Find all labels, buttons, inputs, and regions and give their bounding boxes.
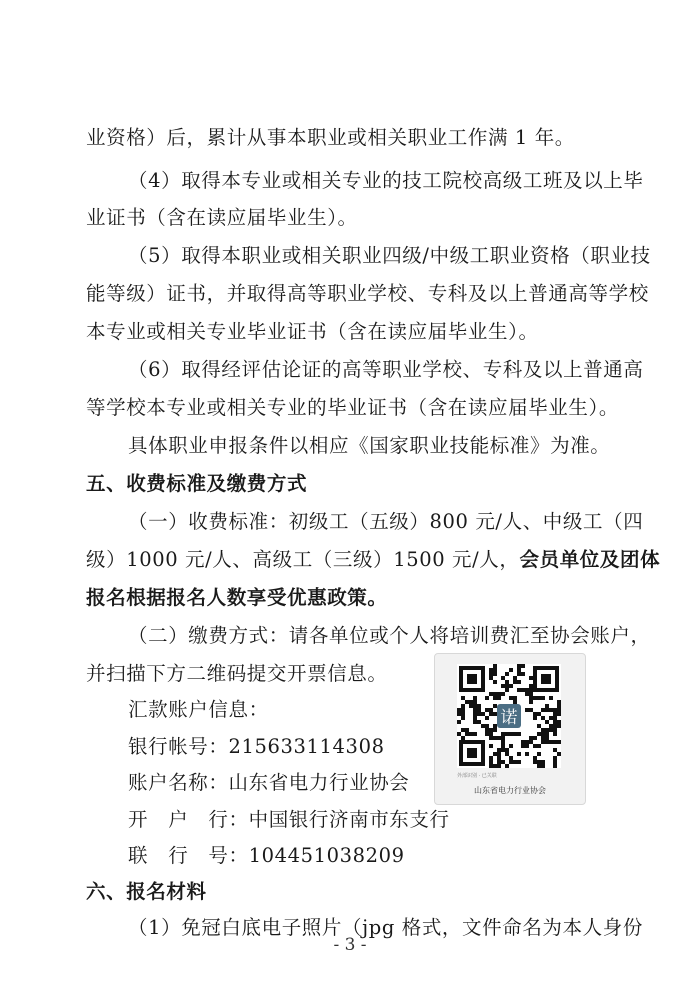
qr-module (465, 700, 469, 704)
text-bold: 会员单位及团体 (519, 548, 661, 571)
qr-module (533, 716, 537, 720)
qr-module (505, 764, 509, 768)
qr-module (501, 684, 505, 688)
qr-module (529, 692, 533, 696)
qr-module (457, 732, 461, 736)
qr-module (501, 732, 505, 736)
qr-module (549, 740, 553, 744)
bank-code: 联 行 号：104451038209 (128, 844, 405, 867)
qr-module (489, 692, 493, 696)
qr-module (493, 752, 497, 756)
qr-module (545, 720, 549, 724)
qr-module (513, 680, 517, 684)
qr-module (541, 696, 545, 700)
text-line: （5）取得本职业或相关职业四级/中级工职业资格（职业技 (128, 244, 651, 267)
qr-module (461, 704, 465, 708)
qr-module (517, 668, 521, 672)
bank-branch: 开 户 行：中国银行济南市东支行 (128, 808, 450, 831)
qr-module (497, 764, 501, 768)
qr-module (505, 672, 509, 676)
qr-module (473, 716, 477, 720)
qr-module (529, 696, 533, 700)
qr-module (545, 740, 549, 744)
qr-code-icon[interactable] (457, 664, 561, 768)
text-normal: 级）1000 元/人、高级工（三级）1500 元/人， (86, 548, 520, 571)
qr-module (537, 732, 541, 736)
qr-module (501, 676, 505, 680)
qr-module (541, 736, 545, 740)
qr-module (489, 728, 493, 732)
qr-module (477, 708, 481, 712)
qr-module (549, 728, 553, 732)
qr-module (509, 760, 513, 764)
qr-module (509, 668, 513, 672)
qr-module (493, 696, 497, 700)
text-line: 具体职业申报条件以相应《国家职业技能标准》为准。 (128, 434, 611, 457)
qr-module (525, 692, 529, 696)
qr-module (505, 688, 509, 692)
qr-module (493, 724, 497, 728)
qr-module (505, 680, 509, 684)
qr-module (557, 708, 561, 712)
qr-module (549, 696, 553, 700)
qr-module (461, 708, 465, 712)
page-number: - 3 - (333, 935, 367, 955)
qr-module (493, 764, 497, 768)
qr-module (525, 688, 529, 692)
qr-module (529, 736, 533, 740)
qr-module (525, 752, 529, 756)
qr-module (517, 760, 521, 764)
qr-module (549, 716, 553, 720)
text-line: （1）免冠白底电子照片（jpg 格式，文件命名为本人身份 (128, 916, 643, 939)
qr-module (557, 740, 561, 744)
text-line: 业证书（含在读应届毕业生）。 (86, 206, 358, 229)
qr-module (457, 712, 461, 716)
qr-module (465, 728, 469, 732)
qr-module (497, 760, 501, 764)
qr-module (549, 724, 553, 728)
text-line: （4）取得本专业或相关专业的技工院校高级工班及以上毕 (128, 169, 644, 192)
qr-module (473, 696, 477, 700)
qr-module (481, 724, 485, 728)
qr-module (557, 704, 561, 708)
qr-module (501, 736, 505, 740)
qr-module (469, 732, 473, 736)
qr-module (529, 740, 533, 744)
qr-module (473, 732, 477, 736)
qr-module (541, 716, 545, 720)
qr-module (493, 672, 497, 676)
qr-module (509, 684, 513, 688)
qr-module (545, 732, 549, 736)
qr-module (489, 712, 493, 716)
qr-module (489, 676, 493, 680)
qr-module (473, 704, 477, 708)
qr-module (477, 704, 481, 708)
qr-module (489, 764, 493, 768)
qr-module (553, 728, 557, 732)
text-line: （一）收费标准：初级工（五级）800 元/人、中级工（四 (128, 510, 644, 533)
qr-module (513, 700, 517, 704)
qr-module (485, 724, 489, 728)
qr-module (489, 736, 493, 740)
qr-module (537, 712, 541, 716)
qr-module (537, 764, 541, 768)
qr-module (525, 708, 529, 712)
qr-module (485, 716, 489, 720)
qr-module (469, 700, 473, 704)
text-line: （二）缴费方式：请各单位或个人将培训费汇至协会账户， (128, 624, 651, 647)
text-line: 能等级）证书，并取得高等职业学校、专科及以上普通高等学校 (86, 282, 649, 305)
qr-module (457, 708, 461, 712)
qr-module (517, 680, 521, 684)
qr-module (521, 672, 525, 676)
qr-module (493, 704, 497, 708)
qr-module (473, 720, 477, 724)
qr-module (461, 712, 465, 716)
qr-module (497, 748, 501, 752)
qr-module (517, 664, 521, 668)
qr-module (533, 756, 537, 760)
qr-module (489, 672, 493, 676)
qr-module (513, 760, 517, 764)
text-line: 汇款账户信息： (128, 698, 269, 721)
qr-module (553, 748, 557, 752)
qr-module (541, 708, 545, 712)
text-line: （6）取得经评估论证的高等职业学校、专科及以上普通高 (128, 358, 644, 381)
text-line-bold: 报名根据报名人数享受优惠政策。 (86, 586, 388, 609)
qr-small-text: 外部识别 · 已关联 (457, 773, 497, 779)
qr-module (529, 700, 533, 704)
qr-module (457, 720, 461, 724)
qr-module (545, 708, 549, 712)
qr-module (461, 696, 465, 700)
qr-module (489, 732, 493, 736)
qr-module (557, 712, 561, 716)
qr-module (477, 720, 481, 724)
qr-module (505, 748, 509, 752)
qr-module (509, 756, 513, 760)
qr-module (537, 696, 541, 700)
qr-module (521, 740, 525, 744)
qr-module (537, 744, 541, 748)
qr-module (517, 688, 521, 692)
qr-module (513, 732, 517, 736)
qr-module (505, 684, 509, 688)
qr-module (473, 712, 477, 716)
bank-account: 银行帐号：215633114308 (128, 735, 385, 758)
qr-module (545, 704, 549, 708)
qr-module (533, 736, 537, 740)
qr-module (493, 736, 497, 740)
qr-module (477, 712, 481, 716)
qr-module (485, 696, 489, 700)
qr-module (497, 752, 501, 756)
qr-module (553, 764, 557, 768)
qr-module (525, 744, 529, 748)
qr-module (493, 692, 497, 696)
qr-module (489, 760, 493, 764)
qr-module (501, 692, 505, 696)
qr-module (493, 712, 497, 716)
qr-module (509, 696, 513, 700)
qr-module (497, 756, 501, 760)
qr-module (553, 732, 557, 736)
qr-module (485, 728, 489, 732)
qr-module (533, 696, 537, 700)
qr-module (541, 728, 545, 732)
text-line: 本专业或相关专业毕业证书（含在读应届毕业生）。 (86, 320, 539, 343)
section-heading: 六、报名材料 (86, 880, 207, 903)
qr-module (501, 748, 505, 752)
qr-module (541, 732, 545, 736)
qr-module (497, 692, 501, 696)
qr-module (529, 688, 533, 692)
qr-module (537, 760, 541, 764)
text-line: 业资格）后，累计从事本职业或相关职业工作满 1 年。 (86, 126, 575, 149)
qr-module (489, 744, 493, 748)
qr-caption: 山东省电力行业协会 (474, 786, 546, 795)
qr-module (485, 708, 489, 712)
qr-module (545, 736, 549, 740)
account-name: 账户名称：山东省电力行业协会 (128, 771, 410, 794)
qr-module (489, 756, 493, 760)
qr-module (501, 744, 505, 748)
qr-module (473, 700, 477, 704)
qr-module (553, 716, 557, 720)
qr-module (557, 720, 561, 724)
qr-module (529, 708, 533, 712)
qr-module (553, 720, 557, 724)
qr-module (465, 732, 469, 736)
qr-module (545, 728, 549, 732)
qr-center-logo: 诺 (500, 708, 518, 728)
qr-module (513, 696, 517, 700)
qr-module (497, 736, 501, 740)
qr-module (493, 664, 497, 668)
qr-module (553, 712, 557, 716)
qr-module (557, 724, 561, 728)
qr-module (517, 732, 521, 736)
qr-module (493, 680, 497, 684)
qr-module (553, 708, 557, 712)
qr-module (521, 688, 525, 692)
qr-module (461, 736, 465, 740)
qr-module (557, 700, 561, 704)
qr-module (485, 732, 489, 736)
qr-module (501, 760, 505, 764)
qr-module (529, 684, 533, 688)
section-heading: 五、收费标准及缴费方式 (86, 472, 308, 495)
qr-module (505, 752, 509, 756)
qr-module (533, 760, 537, 764)
text-line (86, 547, 660, 573)
qr-module (517, 752, 521, 756)
qr-module (517, 672, 521, 676)
qr-module (541, 764, 545, 768)
qr-module (541, 740, 545, 744)
qr-module (537, 724, 541, 728)
text-line: 并扫描下方二维码提交开票信息。 (86, 662, 388, 685)
qr-module (537, 752, 541, 756)
qr-module (509, 744, 513, 748)
qr-module (473, 708, 477, 712)
qr-module (529, 676, 533, 680)
qr-module (521, 664, 525, 668)
qr-module (521, 744, 525, 748)
qr-module (461, 728, 465, 732)
text-line: 等学校本专业或相关专业的毕业证书（含在读应届毕业生）。 (86, 396, 619, 419)
qr-module (489, 708, 493, 712)
qr-module (505, 732, 509, 736)
qr-module (493, 728, 497, 732)
qr-module (493, 668, 497, 672)
qr-module (509, 732, 513, 736)
qr-module (497, 696, 501, 700)
qr-module (553, 724, 557, 728)
qr-module (549, 708, 553, 712)
qr-module (533, 744, 537, 748)
qr-module (553, 756, 557, 760)
qr-module (513, 676, 517, 680)
qr-module (469, 704, 473, 708)
qr-module (557, 752, 561, 756)
qr-module (553, 740, 557, 744)
qr-module (533, 712, 537, 716)
qr-module (481, 712, 485, 716)
qr-module (489, 668, 493, 672)
qr-module (525, 740, 529, 744)
qr-module (501, 740, 505, 744)
qr-module (553, 760, 557, 764)
qr-module (461, 716, 465, 720)
qr-code-card[interactable] (434, 653, 586, 805)
qr-module (541, 760, 545, 764)
